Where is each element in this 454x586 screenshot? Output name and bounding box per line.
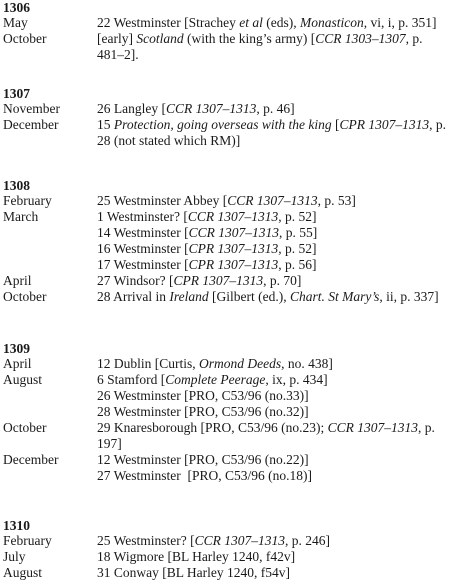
entry-row	[0, 452, 454, 468]
entry-row	[0, 273, 454, 289]
entry-text: 17 Westminster [CPR 1307–1313, p. 56]	[97, 257, 317, 272]
year-block-1308	[0, 178, 454, 305]
year-block-1307	[0, 86, 454, 149]
entry-row	[0, 565, 454, 581]
entry-text: 1 Westminster? [CCR 1307–1313, p. 52]	[97, 209, 317, 224]
entry-row	[0, 225, 454, 241]
entry-text: 31 Conway [BL Harley 1240, f54v]	[97, 565, 290, 580]
entry-row	[0, 15, 454, 31]
entry-text: 25 Westminster Abbey [CCR 1307–1313, p. 53]	[97, 193, 356, 208]
year-heading: 1307	[3, 86, 30, 101]
entry-text: 27 Westminster [PRO, C53/96 (no.18)]	[97, 468, 313, 483]
entry-row	[0, 372, 454, 388]
entry-month: October	[3, 31, 47, 46]
year-heading: 1306	[3, 0, 30, 15]
entry-text: 6 Stamford [Complete Peerage, ix, p. 434]	[97, 372, 328, 387]
year-heading: 1309	[3, 341, 30, 356]
entry-row	[0, 257, 454, 273]
entry-text: 28 Arrival in Ireland [Gilbert (ed.), Chart. St Mary’s, ii, p. 337]	[97, 289, 439, 304]
year-heading: 1310	[3, 518, 30, 533]
entry-row	[0, 31, 454, 63]
entry-text: 26 Langley [CCR 1307–1313, p. 46]	[97, 101, 295, 116]
entry-text: 12 Dublin [Curtis, Ormond Deeds, no. 438]	[97, 356, 333, 371]
entry-row	[0, 117, 454, 149]
entry-text: 14 Westminster [CCR 1307–1313, p. 55]	[97, 225, 318, 240]
entry-text: 16 Westminster [CPR 1307–1313, p. 52]	[97, 241, 317, 256]
entry-text: 12 Westminster [PRO, C53/96 (no.22)]	[97, 452, 309, 467]
entry-text: 27 Windsor? [CPR 1307–1313, p. 70]	[97, 273, 302, 288]
entry-row	[0, 549, 454, 565]
entry-text: 25 Westminster? [CCR 1307–1313, p. 246]	[97, 533, 331, 548]
entry-month: August	[3, 565, 43, 580]
entry-text: [early] Scotland (with the king’s army) [CCR 1303–1307, p. 481–2].	[97, 31, 423, 62]
year-block-1306	[0, 0, 454, 63]
entry-row	[0, 289, 454, 305]
entry-month: December	[3, 117, 59, 132]
entry-row	[0, 404, 454, 420]
entry-text: 29 Knaresborough [PRO, C53/96 (no.23); CCR 1307–1313, p. 197]	[97, 420, 435, 451]
year-block-1310	[0, 518, 454, 581]
entry-text: 15 Protection, going overseas with the king [CPR 1307–1313, p. 28 (not stated which RM)]	[97, 117, 446, 148]
entry-row	[0, 468, 454, 484]
year-block-1309	[0, 341, 454, 484]
entry-text: 26 Westminster [PRO, C53/96 (no.33)]	[97, 388, 309, 403]
entry-month: March	[3, 209, 39, 224]
entry-month: October	[3, 420, 47, 435]
entry-row	[0, 241, 454, 257]
entry-row	[0, 533, 454, 549]
entry-row	[0, 388, 454, 404]
entry-month: November	[3, 101, 60, 116]
entry-row	[0, 356, 454, 372]
entry-month: April	[3, 273, 32, 288]
entry-month: August	[3, 372, 43, 387]
entry-row	[0, 209, 454, 225]
entry-month: July	[3, 549, 26, 564]
entry-month: May	[3, 15, 28, 30]
entry-text: 22 Westminster [Strachey et al (eds), Monasticon, vi, i, p. 351]	[97, 15, 437, 30]
entry-month: April	[3, 356, 32, 371]
entry-row	[0, 101, 454, 117]
entry-month: February	[3, 193, 52, 208]
entry-text: 18 Wigmore [BL Harley 1240, f42v]	[97, 549, 296, 564]
entry-month: February	[3, 533, 52, 548]
entry-row	[0, 193, 454, 209]
entry-month: December	[3, 452, 59, 467]
year-heading: 1308	[3, 178, 30, 193]
entry-text: 28 Westminster [PRO, C53/96 (no.32)]	[97, 404, 309, 419]
entry-row	[0, 420, 454, 452]
entry-month: October	[3, 289, 47, 304]
